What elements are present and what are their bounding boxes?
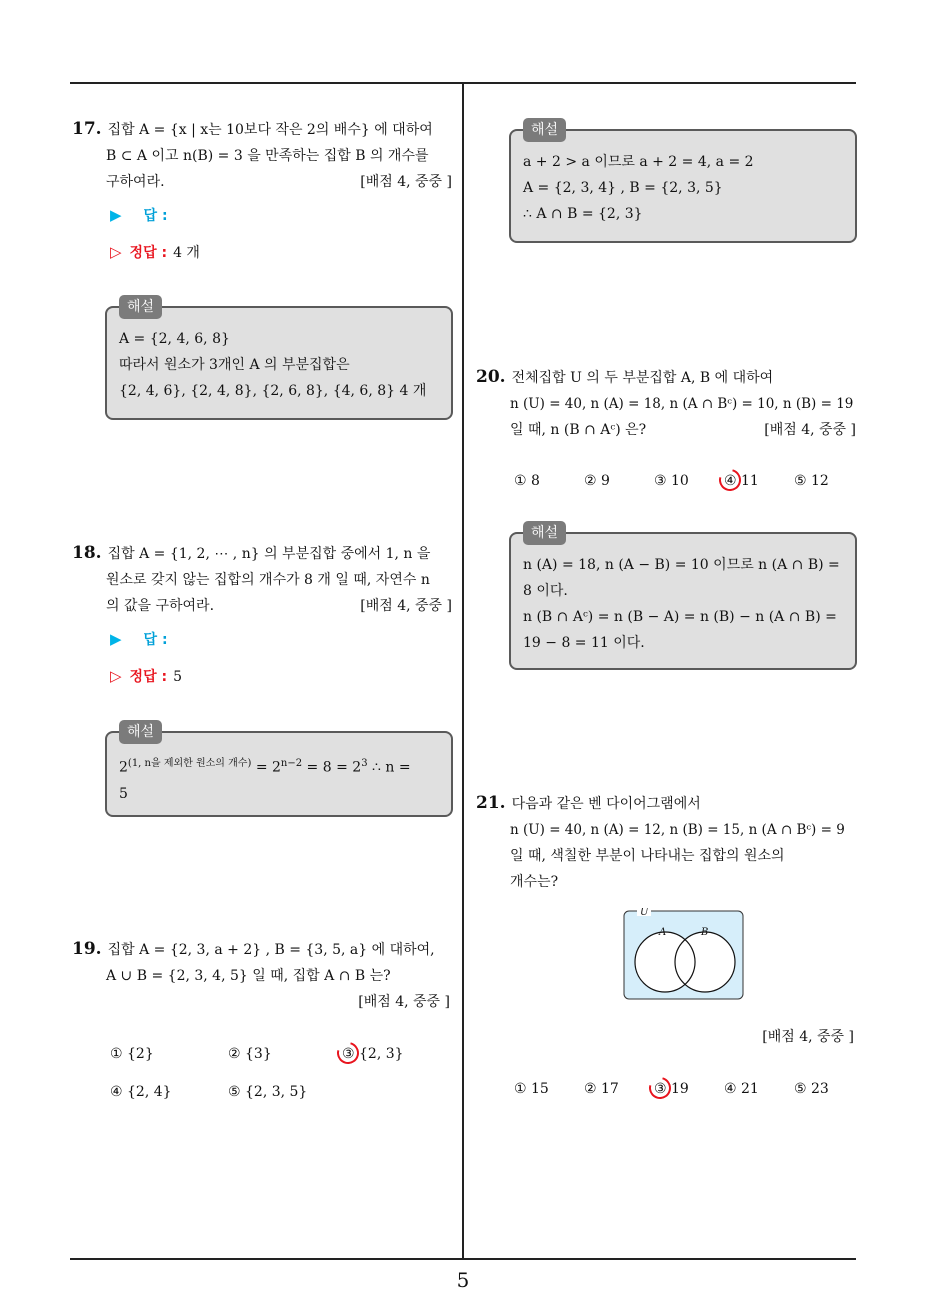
correct-answer-value: 4 개 [173, 245, 200, 261]
explanation-line: A = {2, 4, 6, 8} [119, 331, 230, 347]
venn-label-u: U [640, 908, 649, 918]
problem-text-line: 원소로 갖지 않는 집합의 개수가 8 개 일 때, 자연수 n [106, 572, 430, 588]
choice-4[interactable]: ④ 21 [724, 1081, 759, 1097]
explanation-box-19 [509, 122, 857, 243]
problem-text-line: A ∪ B = {2, 3, 4, 5} 일 때, 집합 A ∩ B 는? [106, 968, 391, 984]
problem-20 [476, 364, 856, 443]
problem-text-line: 집합 A = {1, 2, ⋯ , n} 의 부분집합 중에서 1, n 을 [107, 546, 431, 562]
problem-text-line: 집합 A = {x | x는 10보다 작은 2의 배수} 에 대하여 [107, 122, 433, 138]
score-meta: [배점 4, 중중 ] [764, 422, 856, 438]
choice-3[interactable]: ③ 10 [654, 473, 689, 489]
venn-label-b: B [701, 927, 709, 938]
choice-3[interactable]: ③ 19 [654, 1078, 689, 1100]
explanation-box-18 [105, 724, 453, 817]
problem-text-line: 개수는? [510, 874, 559, 890]
score-meta: [배점 4, 중중 ] [360, 598, 452, 614]
score-meta: [배점 4, 중중 ] [762, 1029, 854, 1045]
choices-19 [110, 1043, 450, 1103]
correct-label: 정답 : [129, 669, 168, 685]
explanation-tag: 해설 [119, 295, 162, 319]
choice-1[interactable]: ① {2} [110, 1046, 154, 1062]
explanation-tag: 해설 [119, 720, 162, 744]
choice-1[interactable]: ① 15 [514, 1081, 549, 1097]
outline-triangle-icon: ▷ [110, 667, 122, 685]
correct-answer-row [110, 242, 200, 263]
choice-4[interactable]: ④ {2, 4} [110, 1084, 172, 1100]
choice-2[interactable]: ② 17 [584, 1081, 619, 1097]
choice-3[interactable]: ③ {2, 3} [342, 1043, 404, 1065]
choice-2[interactable]: ② 9 [584, 473, 610, 489]
choice-1[interactable]: ① 8 [514, 473, 540, 489]
problem-17 [72, 116, 452, 195]
play-triangle-icon: ▶ [110, 206, 122, 224]
bottom-rule [70, 1258, 856, 1260]
problem-text-line: 일 때, n (B ∩ Aᶜ) 은? [510, 422, 647, 438]
problem-number: 17. [72, 119, 102, 139]
answer-blank-row [110, 629, 168, 650]
selected-circle-mark [333, 1038, 363, 1068]
column-divider [462, 82, 464, 1260]
explanation-tag: 해설 [523, 521, 566, 545]
correct-answer-value: 5 [173, 669, 182, 685]
selected-circle-mark [715, 465, 745, 495]
score-meta: [배점 4, 중중 ] [360, 174, 452, 190]
explanation-box-17 [105, 299, 453, 420]
selected-circle-mark [645, 1073, 675, 1103]
explanation-line: 5 [119, 785, 128, 802]
problem-text-line: n (U) = 40, n (A) = 18, n (A ∩ Bᶜ) = 10, n (B) = 19 [510, 396, 854, 412]
problem-18 [72, 540, 452, 619]
problem-text-line: 전체집합 U 의 두 부분집합 A, B 에 대하여 [511, 370, 774, 386]
problem-text-line: 의 값을 구하여라. [106, 598, 215, 614]
choices-20 [514, 470, 854, 494]
choices-21 [514, 1078, 854, 1102]
problem-text-line: 구하여라. [106, 174, 165, 190]
problem-19 [72, 936, 452, 1015]
answer-label: 답 : [143, 632, 168, 648]
problem-number: 21. [476, 793, 506, 813]
choice-5[interactable]: ⑤ 23 [794, 1081, 829, 1097]
explanation-line: 따라서 원소가 3개인 A 의 부분집합은 [119, 357, 350, 373]
explanation-line: n (A) = 18, n (A − B) = 10 이므로 n (A ∩ B) = [523, 557, 840, 573]
outline-triangle-icon: ▷ [110, 243, 122, 261]
correct-answer-row [110, 666, 182, 687]
venn-label-a: A [659, 927, 667, 938]
explanation-line: $2^{(1, n을 제외한 원소의 개수)} = 2^{n-2} = 8 = 2^3$ ∴ n = [119, 758, 411, 776]
problem-text-line: 일 때, 색칠한 부분이 나타내는 집합의 원소의 [510, 848, 785, 864]
explanation-line: a + 2 > a 이므로 a + 2 = 4, a = 2 [523, 154, 754, 170]
answer-blank-row [110, 205, 168, 226]
choice-2[interactable]: ② {3} [228, 1046, 272, 1062]
problem-number: 20. [476, 367, 506, 387]
problem-number: 19. [72, 939, 102, 959]
explanation-line: {2, 4, 6}, {2, 4, 8}, {2, 6, 8}, {4, 6, 8} 4 개 [119, 383, 427, 399]
correct-label: 정답 : [129, 245, 168, 261]
explanation-line: 8 이다. [523, 583, 568, 599]
explanation-line: A = {2, 3, 4} , B = {2, 3, 5} [523, 180, 723, 196]
venn-diagram [623, 908, 745, 1000]
problem-number: 18. [72, 543, 102, 563]
explanation-box-20 [509, 525, 857, 670]
explanation-line: 19 − 8 = 11 이다. [523, 635, 645, 651]
explanation-tag: 해설 [523, 118, 566, 142]
problem-text-line: B ⊂ A 이고 n(B) = 3 을 만족하는 집합 B 의 개수를 [106, 148, 429, 164]
page-number: 5 [456, 1268, 470, 1292]
problem-text-line: 집합 A = {2, 3, a + 2} , B = {3, 5, a} 에 대하여, [107, 942, 435, 958]
play-triangle-icon: ▶ [110, 630, 122, 648]
problem-21 [476, 790, 856, 895]
explanation-line: n (B ∩ Aᶜ) = n (B − A) = n (B) − n (A ∩ B) = [523, 609, 837, 625]
explanation-line: ∴ A ∩ B = {2, 3} [523, 206, 643, 222]
choice-5[interactable]: ⑤ {2, 3, 5} [228, 1084, 308, 1100]
problem-text-line: n (U) = 40, n (A) = 12, n (B) = 15, n (A ∩ Bᶜ) = 9 [510, 822, 845, 838]
choice-4[interactable]: ④ 11 [724, 470, 759, 492]
score-meta: [배점 4, 중중 ] [358, 994, 450, 1010]
answer-label: 답 : [143, 208, 168, 224]
problem-text-line: 다음과 같은 벤 다이어그램에서 [511, 796, 701, 812]
set-b-circle [675, 932, 735, 992]
choice-5[interactable]: ⑤ 12 [794, 473, 829, 489]
